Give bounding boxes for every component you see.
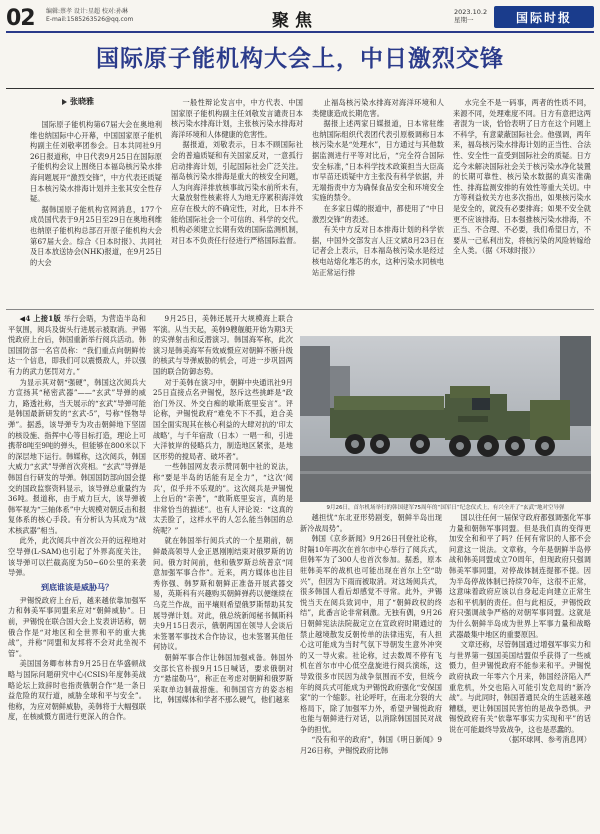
bottom-column-4 <box>449 513 591 830</box>
top-column-1 <box>30 120 162 306</box>
paragraph: “没有和平的政府”，韩国《明日新闻》9月26日称，尹锡悦政府比韩 <box>300 735 442 756</box>
bottom-column-1 <box>8 314 146 830</box>
paragraph: 有关中方反对日本排海计划的科学依据，中国外交部发言人汪文斌8月23日在记者会上表示，日本福岛核污染水是经过核电站熔化堆芯的水，这种污染水同核电站正常运行排 <box>312 225 444 277</box>
bottom-column-2 <box>153 314 293 830</box>
editors-email: E-mail:1585263526@qq.com <box>46 16 134 23</box>
byline-triangle-icon <box>62 99 67 105</box>
photo-caption: 9月26日，首尔机场举行的韩国建军75周年的“国军日”纪念仪式上，有兴全开了“玄武”地对空导弹 <box>326 505 565 511</box>
paragraph: 尹锡悦政府上台后，越来越依靠加强军力和韩美军事同盟来应对“朝鲜威胁”。日前，尹锡悦在联合国大会上发表讲话称，朝俄合作是“对地区和全世界和平的重大挑战”，并称“同盟和友邦将不会对此坐视不管”。 <box>8 595 146 658</box>
paragraph: 国以往任何一届保守政府都强调强化军事力量和朝韩军事同盟。但是我们真的变得更加安全和和平了吗？任何有常识的人都不会问意这一说法。文章称，今年是朝鲜半岛停战和韩美同盟成立70周年，但现政府只强调韩美军事同盟，对停战体制连提都不提。因为半岛停战体制已持续70年，这很不正常，这意味着政府应该以自身起走向建立正常生态和平机制的责任。但与此相反，尹锡悦政府只强调战争严格的对朝军事同盟。这就是为什么朝鲜半岛成为世界上军事力量和战略武器最集中地区的重要原因。 <box>449 513 591 639</box>
source-credit: （据环球网、参考消息网） <box>504 735 591 745</box>
headline-rule <box>6 88 594 89</box>
paragraph: 据韩国原子能机构官网消息，177个成员国代表于9月25日至29日在奥地利维也纳原子能机构总部召开原子能机构大会第67届大会。综合《日本时报》、共同社及日本放送协会(NHK)报道，在9月25日的大会 <box>30 204 162 267</box>
paragraph-text: 举行会晤，为营造半岛和平氛围，阅兵及街头行进展示被取消。尹锡悦政府上台后，韩国重新举行阅兵活动。韩国国防部一名官员称：“我们重点向朝鲜传达一个信息，即我们可以震慑敌人，并以强有力的武力惩罚对方。” <box>8 314 146 376</box>
paragraph: 对于美韩在演习中，朝鲜中央通讯社9月25日直接点名尹锡悦，怒斥这些挑衅是“政治门外汉、外交白痴的歇斯底里妄言”。评论称，尹锡悦政府“难免不下不孤，迫合美国全面实现其在核心利益的大肆对抗的‘印太战略’，与千年宿敌（日本）一唱一和，引进大洋彼岸的侵略兵力，制造地区紧张，是地区形势的搅局者、破坏者”。 <box>153 377 293 461</box>
paragraph: 据报道，刘敬表示，日本不顾国际社会的普遍质疑和有关国家反对，一意孤行启动排海计划，引起国际社会广泛关注。福岛核污染水排海是重大的核安全问题，人为向海洋排放核事故污染水前所未有，大量放射性核素将人为地无序累积海洋效应存在极大的不确定性，对此，日本并不能给国际社会一个可信的、科学的交代。机构必须建立长期有效的国际监测机制，对日本不负责任行径进行严格国际监督。 <box>171 140 303 245</box>
weekday-text: 星期一 <box>454 16 474 24</box>
paragraph: 就在韩国举行阅兵式的一个星期前，朝鲜最高领导人金正恩刚刚结束对俄罗斯的访问。俄方时间前，他和俄罗斯总统普京“同意加强军事合作”。近来，两方媒体也注目秀你强、韩罗斯和朝鲜正准备开展武器交易，英斯科有兴趣购买朝鲜弹药以便继续在乌克兰作战，而平壤则希望俄罗斯帮助其发展导弹计划。对此，俄总统新闻秘书佩斯科夫9月15日表示，俄朝两国在领导人会谈后未签署军事技术合作协议，也未签署其他任何协议。 <box>153 536 293 652</box>
date-text: 2023.10.2 <box>454 8 488 16</box>
news-photo <box>300 336 591 502</box>
masthead-rule <box>6 31 594 33</box>
paragraph: 在多家日媒的报道中，都使用了“中日激烈交锋”的表述。 <box>312 203 444 224</box>
paragraph: 美国国务卿布林肯9月25日在华盛顿战略与国际问题研究中心(CSIS)年度韩美战略论坛上致辞时也指责俄朝合作“是一条日益危险的双行道，威胁全球和平与安全”。他称，为应对朝鲜威胁，美韩将于大幅强联度，在核威慑方面进行更深入的合作。 <box>8 659 146 722</box>
top-column-4 <box>453 98 591 306</box>
paragraph: 文章还称，尽管韩国通过增强军事实力和与世界第一强国美国结盟似乎获得了一些威慑力，但尹锡悦政府不能参来和平。尹锡悦政府执政一年零六个月来，韩国经济陷入严重危机，外交也陷入可能引发危局的“新冷战”。与此同时，韩国普通民众的生活越来越糟糕，更让韩国国民害怕的是战争恐惧。尹锡悦政府有关“依靠军事实力实现和平”的话说在可能最终导致战争，这也是恶蠢的。 <box>449 640 591 734</box>
paragraph: 为显示其对朝“强硬”，韩国这次阅兵大方宣扬其“秘密武器”——“玄武”导弹的威力，路透社称，当天展示的“玄武”导弹可能是韩国最新研发的“玄武-5”，号称“怪物导弹”。据悉，该导弹专为攻击朝鲜地下坚固的核设施、指挥中心等目标打造，理论上可携带8吨至9吨的弹头，但能够在800米以下的深层地下运行。韩媒称，这次阅兵，韩国大威力“玄武”导弹首次亮相。“玄武”导弹是韩国自行研发的导弹。韩国国防部向国会提交的国政监察资料显示，该导弹总重量约为36吨。报道称，由于威力巨大，该导弹被韩军视为“三轴体系”中大规模对朝反击和报复体系的核心手段。有分析认为其成为“战术核武器”相当。 <box>8 377 146 535</box>
top-column-2 <box>171 98 303 306</box>
story-divider <box>6 309 594 310</box>
paragraph: 9月25日，美韩还展开大规模海上联合军演。从当天起，美韩9艘舰艇开始为期3天的实弹射击和反潜演习。韩国海军称，此次演习是韩美海军有效威慑应对朝鲜不断升级的核武与导弹威胁的机会，可进一步巩固两国的联合防御态势。 <box>153 314 293 376</box>
issue-date <box>454 8 487 24</box>
paragraph: 一般性辩论发言中，中方代表、中国国家原子能机构副主任刘敬发言谴责日本核污染水排海计划，主张核污染水排海对海洋环境和人体健康的危害性。 <box>171 98 303 139</box>
newspaper-logo: 国际时报 <box>494 6 594 28</box>
byline <box>62 96 94 107</box>
continuation-tag: ◀4 上接1版 <box>19 314 62 323</box>
bottom-column-3 <box>300 513 442 830</box>
paragraph: 韩国《京乡新闻》9月26日刊登社论称，时隔10年再次在首尔市中心举行了阅兵式，但韩军为了300人也首次参加。据悉，原本驻韩美军的战机也可能出现在首尔上空“助兴”，但因为下雨而被取消。对这场阅兵式，很多韩国人看后却感觉不寻常。此外，尹锡悦当天在阅兵致词中，用了“朝鲜政权的终结”，此番言论非常刺激。无独有偶，9月26日朝鲜宪法法院裁定立在宣政府时期通过的禁止越境散发反朝传单的法律违宪，有人担心这可能成为当时气氛下导朝发生意外冲突的又一导火索。社论称，过去数周不停有飞机在首尔市中心低空盘旋进行阅兵演练，这导致很多市民因为战争氛围而不安，但统今年的阅兵式可能成为尹锡悦政府强化“安保国家”的一个缩影。社论呼吁，在南北分裂的大格局下，除了加强军力外，希望尹锡悦政府也能与朝鲜进行对话，以消除韩国国民对战争的担忧。 <box>300 534 442 734</box>
top-column-3 <box>312 98 444 306</box>
paragraph: 此外，此次阅兵中首次公开的远程地对空导弹(L-SAM)也引起了外界高度关注，该导弹可以拦截高度为50~60公里的来袭导弹。 <box>8 536 146 578</box>
page-number: 02 <box>6 6 35 31</box>
paragraph: 朝鲜军事合作让韩国加强戒备。韩国外交部长官朴振9月15日喊话，要求俄朝对方“悬崖勒马”，称正在考虑对朝鲜和俄罗斯采取单边制裁措施。和韩国官方的姿态相比，韩国媒体和学者不那么硬气，他们越来 <box>153 653 293 705</box>
paragraph: 国际原子能机构第67届大会在奥地利维也纳国际中心开幕，中国国家原子能机构副主任刘敬率团参会。日本共同社9月26日报道称，中日代表9月25日在国际原子能机构会议上围绕日本福岛核污染水排海问题展开“激烈交锋”，中方代表还质疑日本核污染水排海计划并主张其安全性存疑。 <box>30 120 162 204</box>
editors-info <box>46 8 196 24</box>
subheading: 到底谁该是威胁马？ <box>41 582 113 592</box>
missile-vehicles-photo <box>300 336 591 502</box>
headline: 国际原子能机构大会上，中日激烈交锋 <box>96 46 504 72</box>
byline-author: 张晓雅 <box>70 97 94 106</box>
paragraph: 止福岛核污染水排海对海洋环境和人类健康造成长期危害。 <box>312 98 444 118</box>
section-title: 聚焦 <box>272 11 318 31</box>
editors-line: 编辑:蔡孝 设计:星超 校对:孙琳 <box>46 8 128 15</box>
paragraph: 越担忧“东北亚形势剧变，朝鲜半岛出现新冷战局势”。 <box>300 513 442 533</box>
paragraph: 据报上述两家日媒报道，日本常驻维也纳国际组织代表团代表引原极调称日本核污染水是“处理水”，日方通过与其他数据监测进行平等对比后，“完全符合国际安全标准，”日本科学技术政策担当大臣高市早苗还质疑中方主张没有科学依据，并无端指责中方为确保食品安全和环境安全实施的禁令。 <box>312 119 444 203</box>
paragraph: 一些韩国网友表示赞同朝中社的说法，称“要是半岛的话能有足全力”，“这次‘阅兵’，似乎并不乐观的”。这次阅兵是尹锡悦上台后的“亲善”，“敢斯底里妄言，真的是非常恰当的描述”。也有人评论说：“这真的太丢脸了，这样水平的人怎么能当韩国的总统呢？” <box>153 462 293 535</box>
paragraph <box>8 314 146 378</box>
paragraph: 水完全不是一码事，两者的性质不同，来源不同，处理难度不同。日方有意把这两者混为一谈，恰恰表明了日方在这个问题上不科学，有意蒙蔽国际社会。他强调，两年来，福岛核污染水排海计划的正当性、合法性、安全性一直受到国际社会的质疑。日方迄今未解决国际社会关于核污染水净化装置的长期可靠性、核污染水数据的真实准确性、排海监测安排的有效性等重大关切。中方等利益攸关方也多次指出，如果核污染水是安全的，就没有必要排海；如果不安全就更不应该排海。日本强推核污染水排海，不正当、不合理、不必要，我们希望日方，不要从一己私利出发，将核污染的风险转嫁给全人类。（据《环球时报》） <box>453 98 591 256</box>
